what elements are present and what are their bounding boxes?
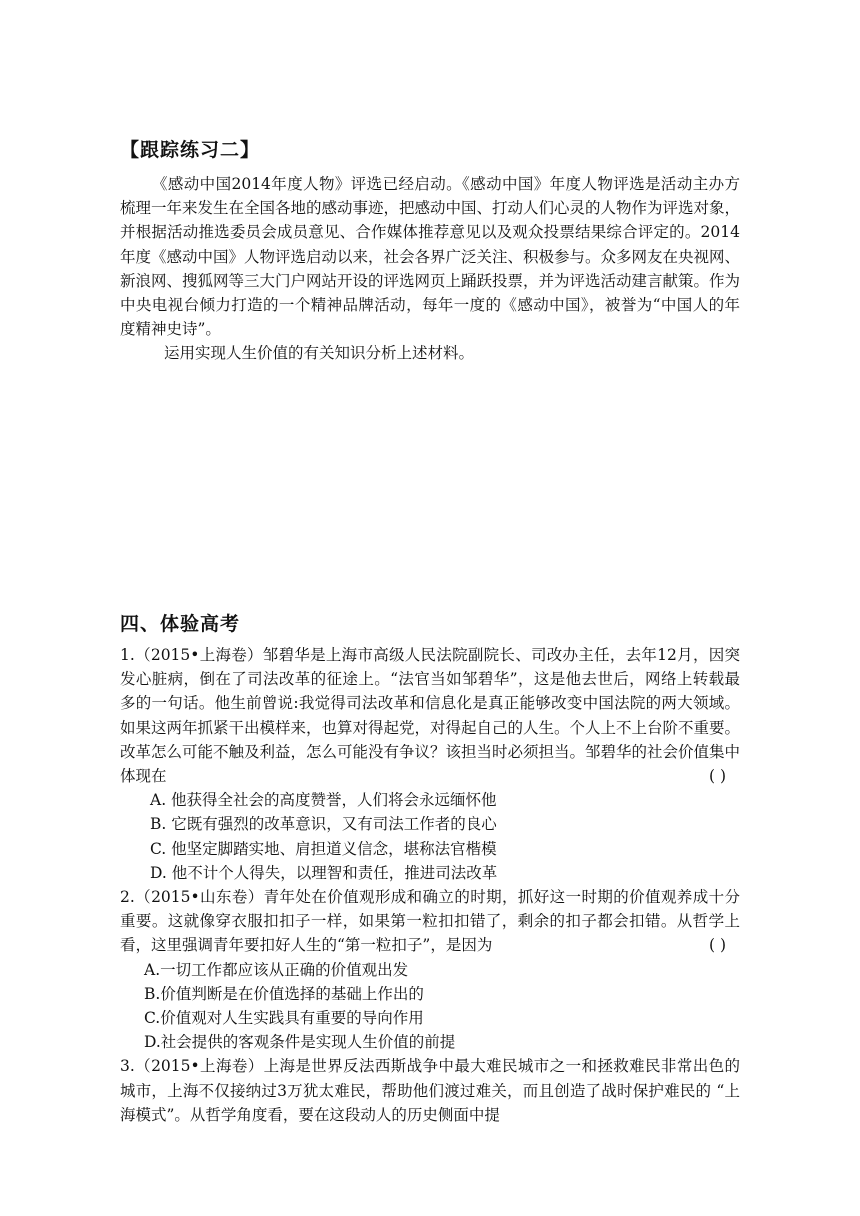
answer-bracket: ( ) — [708, 767, 726, 786]
question-2-option-a: A.一切工作都应该从正确的价值观出发 — [144, 960, 409, 979]
practice-task: 运用实现人生价值的有关知识分析上述材料。 — [164, 344, 475, 363]
question-3 — [120, 1054, 740, 1127]
question-2-stem: 2.（2015•山东卷）青年处在价值观形成和确立的时期，抓好这一时期的价值观养成十分重要。这就像穿衣服扣扣子一样，如果第一粒扣扣错了，剩余的扣子都会扣错。从哲学上看，这里强调青年要扣好人生的“第一粒扣子”，是因为 ( ) — [120, 885, 740, 958]
question-2-option-c: C.价值观对人生实践具有重要的导向作用 — [144, 1009, 424, 1028]
exam-section — [120, 612, 740, 1127]
question-1-stem: 1.（2015•上海卷）邹碧华是上海市高级人民法院副院长、司改办主任，去年12月，因突发心脏病，倒在了司法改革的征途上。“法官当如邹碧华”，这是他去世后，网络上转载最多的一句话。他生前曾说:我觉得司法改革和信息化是真正能够改变中国法院的两大领域。如果这两年抓紧干出模样来，也算对得起党，对得起自己的人生。个人上不上台阶不重要。改革怎么可能不触及利益，怎么可能没有争议？该担当时必须担当。邹碧华的社会价值集中体现在 ( ) — [120, 643, 740, 788]
question-3-stem: 3.（2015•上海卷）上海是世界反法西斯战争中最大难民城市之一和拯救难民非常出色的城市，上海不仅接纳过3万犹太难民，帮助他们渡过难关，而且创造了战时保护难民的 “上海模式”。从哲学角度看，要在这段动人的历史侧面中提 — [120, 1057, 740, 1124]
practice-section — [120, 138, 740, 366]
question-1 — [120, 643, 740, 885]
question-1-option-b: B. 它既有强烈的改革意识，又有司法工作者的良心 — [150, 815, 497, 834]
practice-material: 《感动中国2014年度人物》评选已经启动。《感动中国》年度人物评选是活动主办方梳理一年来发生在全国各地的感动事迹，把感动中国、打动人们心灵的人物作为评选对象，并根据活动推选委员会成员意见、合作媒体推荐意见以及观众投票结果综合评定的。2014年度《感动中国》人物评选启动以来，社会各界广泛关注、积极参与。众多网友在央视网、新浪网、搜狐网等三大门户网站开设的评选网页上踊跃投票，并为评选活动建言献策。作为中央电视台倾力打造的一个精神品牌活动，每年一度的《感动中国》，被誉为“中国人的年度精神史诗”。 — [120, 175, 741, 339]
answer-bracket: ( ) — [708, 936, 726, 955]
question-2-option-b: B.价值判断是在价值选择的基础上作出的 — [144, 984, 424, 1003]
exam-title: 四、体验高考 — [120, 613, 241, 635]
question-2-option-d: D.社会提供的客观条件是实现人生价值的前提 — [144, 1033, 456, 1052]
question-1-option-c: C. 他坚定脚踏实地、肩担道义信念，堪称法官楷模 — [150, 839, 497, 858]
question-2 — [120, 885, 740, 1054]
practice-title: 【跟踪练习二】 — [120, 139, 261, 161]
question-1-option-a: A. 他获得全社会的高度赞誉，人们将会永远缅怀他 — [150, 791, 497, 810]
question-1-option-d: D. 他不计个人得失，以理智和责任，推进司法改革 — [150, 863, 498, 882]
